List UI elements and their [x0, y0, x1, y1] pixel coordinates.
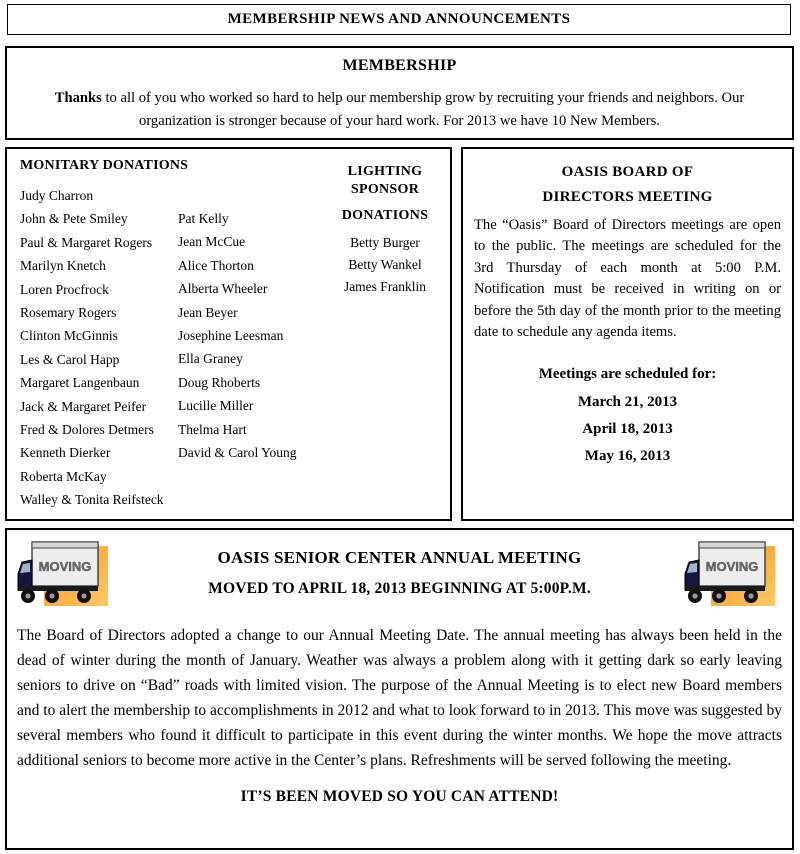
lighting-sponsor-column — [326, 158, 444, 512]
donations-column-2 — [178, 158, 326, 512]
board-meeting-section — [461, 147, 794, 521]
schedule-title: Meetings are scheduled for: — [538, 366, 717, 383]
donor-name: Walley & Tonita Reifsteck — [20, 492, 164, 508]
donations-columns — [13, 158, 444, 512]
donations-column-1 — [20, 158, 189, 512]
donor-name: Marilyn Knetch — [20, 258, 106, 274]
donations-names-2 — [178, 207, 326, 464]
donor-name: Roberta McKay — [20, 468, 107, 484]
meeting-date: May 16, 2013 — [584, 448, 671, 465]
donor-name: Alberta Wheeler — [178, 281, 268, 297]
donor-name: Lucille Miller — [178, 398, 254, 414]
wheel-hub — [748, 593, 753, 598]
truck-moving-label: MOVING — [705, 559, 759, 574]
annual-meeting-subtitle: MOVED TO APRIL 18, 2013 BEGINNING AT 5:00P.M. — [208, 580, 591, 597]
annual-meeting-closing: IT’S BEEN MOVED SO YOU CAN ATTEND! — [240, 788, 559, 805]
page-header-box — [7, 4, 791, 35]
donor-name: Alice Thorton — [178, 257, 254, 273]
donations-section — [5, 147, 452, 521]
lighting-title-line: SPONSOR — [350, 181, 420, 197]
donor-name: Rosemary Rogers — [20, 305, 117, 321]
wheel-hub — [692, 593, 697, 598]
donor-name: David & Carol Young — [178, 445, 297, 461]
membership-text: to all of you who worked so hard to help our membership grow by recruiting your friends and neighbors. Our organization is stronger because of your hard work. For 2013 we have 10 New Members. — [101, 90, 745, 129]
wheel-hub — [25, 593, 30, 598]
column-spacer — [178, 158, 326, 207]
donor-name: Josephine Leesman — [178, 328, 284, 344]
truck-moving-label: MOVING — [38, 559, 92, 574]
membership-lead-word: Thanks — [54, 90, 102, 106]
donor-name: Paul & Margaret Rogers — [20, 234, 153, 250]
board-title-line: OASIS BOARD OF — [561, 164, 694, 180]
meeting-date: March 21, 2013 — [577, 394, 678, 411]
membership-message — [7, 87, 792, 133]
lighting-sponsor-names — [326, 232, 444, 298]
schedule-dates — [474, 389, 781, 470]
donor-name: Judy Charron — [20, 188, 94, 203]
donor-name: Jean Beyer — [178, 304, 238, 320]
membership-section — [5, 46, 794, 140]
donor-name: Margaret Langenbaun — [20, 375, 140, 391]
donor-name: Pat Kelly — [178, 211, 229, 226]
moving-truck-icon — [682, 534, 784, 612]
donor-name: Jean McCue — [178, 234, 246, 250]
sponsor-name: James Franklin — [343, 278, 427, 294]
donor-name: John & Pete Smiley — [20, 211, 128, 227]
wheel-hub — [81, 593, 86, 598]
annual-meeting-body: The Board of Directors adopted a change to our Annual Meeting Date. The annual meeting has always been held in the dead of winter during the month of January. Weather was always a problem along with it getting dark so early leaving seniors to drive on “Bad” roads with limited vision. The purpose of the Annual Meeting is to elect new Board members and to alert the membership to accomplishments in 2012 and what to look forward to in 2013. This move was suggested by several members who found it difficult to participate in this event during the winter months. We hope the move attracts additional seniors to become more active in the Center’s plans. Refreshments will be served following the meeting. — [17, 627, 782, 769]
donor-name: Ella Graney — [178, 351, 243, 367]
moving-truck-icon — [15, 534, 117, 612]
annual-meeting-title: OASIS SENIOR CENTER ANNUAL MEETING — [217, 548, 582, 567]
donations-names-1 — [20, 184, 178, 512]
board-body: The “Oasis” Board of Directors meetings are open to the public. The meetings are scheduled for the 3rd Thursday of each month at 5:00 P.M. Notification must be received in writing on or before the 5th day of the month prior to the meeting date to schedule any agenda items. — [474, 217, 781, 341]
lighting-title-line: DONATIONS — [341, 208, 429, 223]
lighting-title-line: LIGHTING — [347, 164, 423, 179]
annual-meeting-section — [5, 528, 794, 850]
donor-name: Thelma Hart — [178, 421, 247, 437]
membership-title: MEMBERSHIP — [342, 57, 457, 74]
wheel-hub — [716, 593, 721, 598]
donor-name: Les & Carol Happ — [20, 351, 120, 367]
donor-name: Jack & Margaret Peifer — [20, 398, 147, 414]
donor-name: Loren Procfrock — [20, 281, 109, 297]
sponsor-name: Betty Burger — [350, 234, 420, 250]
page-title: MEMBERSHIP NEWS AND ANNOUNCEMENTS — [227, 11, 571, 27]
lighting-sponsor-title — [326, 163, 444, 225]
trailer-top-edge — [32, 542, 98, 548]
donations-title: MONITARY DONATIONS — [20, 158, 189, 173]
trailer-top-edge — [699, 542, 765, 548]
meeting-date: April 18, 2013 — [582, 421, 673, 438]
donor-name: Fred & Dolores Detmers — [20, 422, 154, 438]
donor-name: Doug Rhoberts — [178, 374, 261, 390]
donor-name: Kenneth Dierker — [20, 445, 111, 461]
board-title — [474, 160, 781, 210]
donor-name: Clinton McGinnis — [20, 328, 118, 344]
wheel-hub — [49, 593, 54, 598]
board-title-line: DIRECTORS MEETING — [542, 189, 713, 205]
sponsor-name: Betty Wankel — [348, 256, 422, 272]
